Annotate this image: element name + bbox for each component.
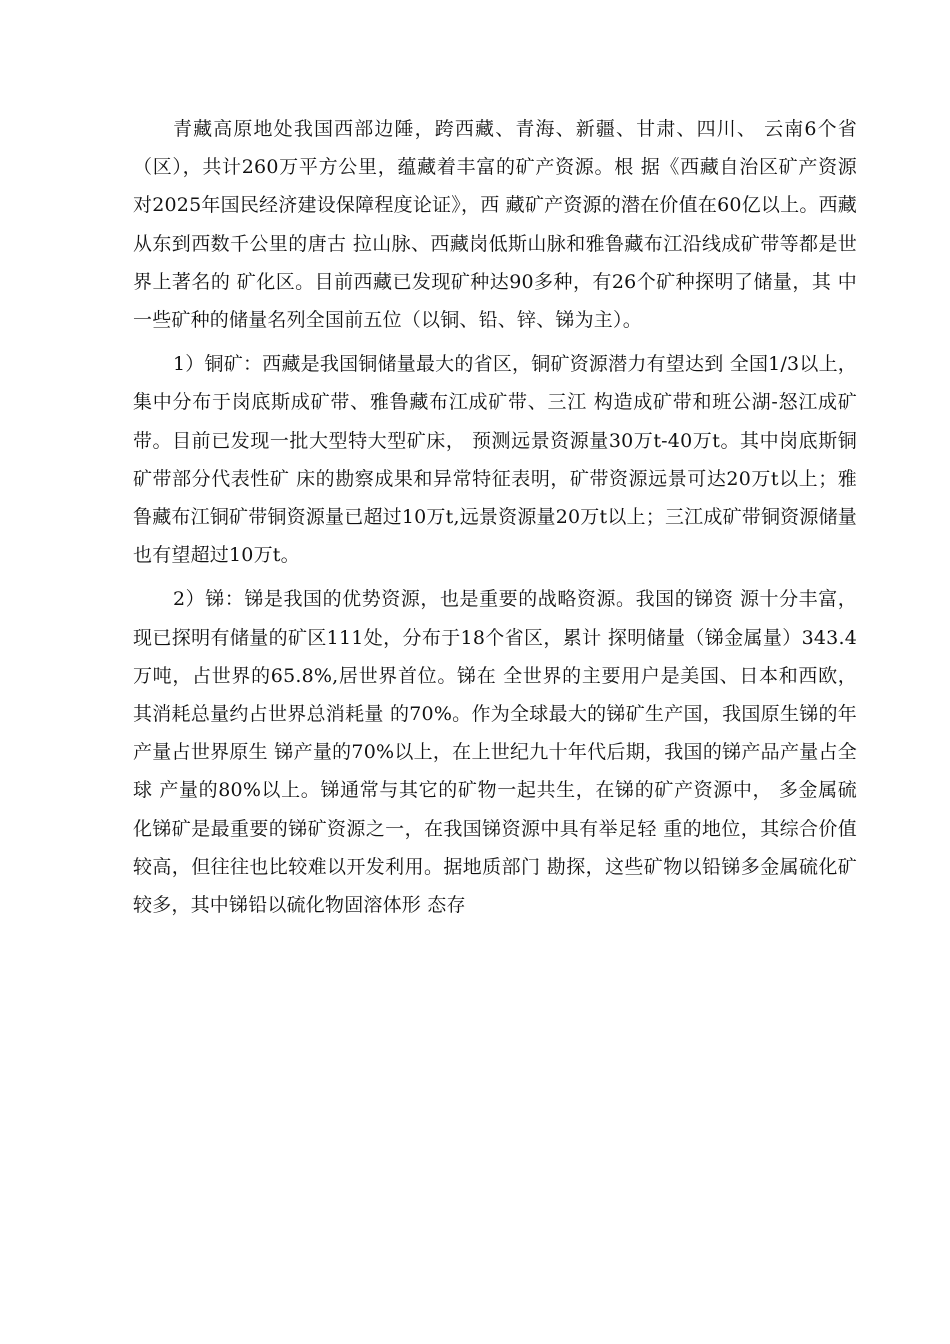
paragraph-copper: 1）铜矿：西藏是我国铜储量最大的省区，铜矿资源潜力有望达到 全国1/3以上，集中分布于岗底斯成矿带、雅鲁藏布江成矿带、三江 构造成矿带和班公湖-怒江成矿带。目前已发现一批大型特大型矿床， 预测远景资源量30万t-40万t。其中岗底斯铜矿带部分代表性矿 床的勘察成果和异常特征表明，矿带资源远景可达20万t以上；雅 鲁藏布江铜矿带铜资源量已超过10万t,远景资源量20万t以上；三江成矿带铜资源储量也有望超过10万t。 xyxy=(133,353,857,567)
paragraph-antimony: 2）锑：锑是我国的优势资源，也是重要的战略资源。我国的锑资 源十分丰富，现已探明有储量的矿区111处，分布于18个省区，累计 探明储量（锑金属量）343.4万吨，占世界的65.8%,居世界首位。锑在 全世界的主要用户是美国、日本和西欧，其消耗总量约占世界总消耗量 的70%。作为全球最大的锑矿生产国，我国原生锑的年产量占世界原生 锑产量的70%以上，在上世纪九十年代后期，我国的锑产品产量占全球 产量的80%以上。锑通常与其它的矿物一起共生，在锑的矿产资源中， 多金属硫化锑矿是最重要的锑矿资源之一，在我国锑资源中具有举足轻 重的地位，其综合价值较高，但往往也比较难以开发利用。据地质部门 勘探，这些矿物以铅锑多金属硫化矿较多，其中锑铅以硫化物固溶体形 态存 xyxy=(133,588,857,917)
paragraph-intro: 青藏高原地处我国西部边陲，跨西藏、青海、新疆、甘肃、四川、 云南6个省（区），共计260万平方公里，蕴藏着丰富的矿产资源。根 据《西藏自治区矿产资源对2025年国民经济建设保障程度论证》，西 藏矿产资源的潜在价值在60亿以上。西藏从东到西数千公里的唐古 拉山脉、西藏岗低斯山脉和雅鲁藏布江沿线成矿带等都是世界上著名的 矿化区。目前西藏已发现矿种达90多种，有26个矿种探明了储量，其 中一些矿种的储量名列全国前五位（以铜、铅、锌、锑为主）。 xyxy=(133,118,857,332)
document-body xyxy=(133,110,857,924)
